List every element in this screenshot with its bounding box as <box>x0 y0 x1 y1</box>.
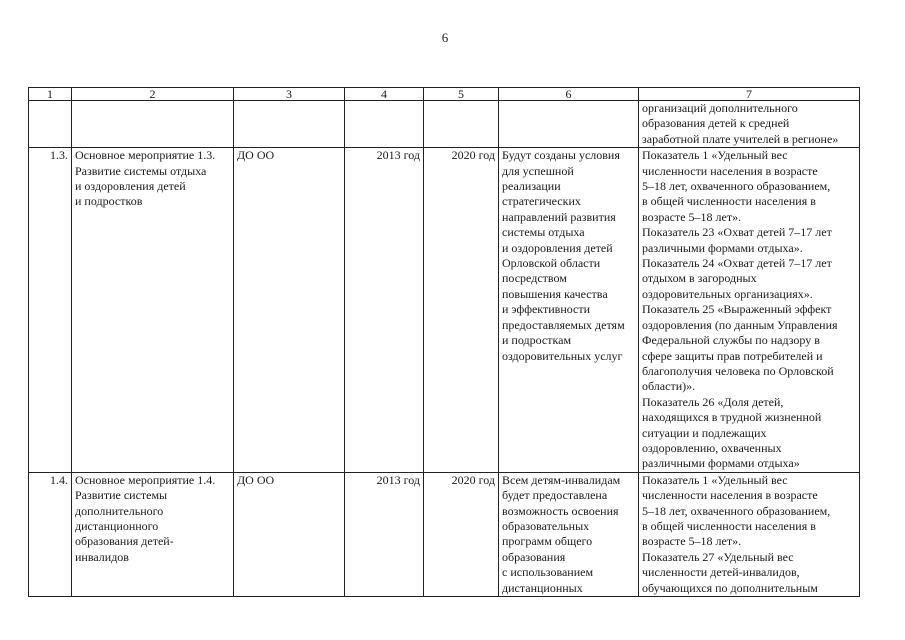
column-header: 4 <box>345 88 424 101</box>
text-line: численности населения в возрасте <box>642 488 818 503</box>
empty-cell <box>29 101 72 148</box>
text-line: оздоровительных организациях». <box>642 286 813 301</box>
table-row-1-4 <box>29 472 860 596</box>
text-line: и оздоровления детей <box>502 240 613 255</box>
text-line: и эффективности <box>502 302 591 317</box>
text-line: реализации <box>502 179 561 194</box>
text-line: стратегических <box>502 194 581 209</box>
text-line: Развитие системы отдыха <box>75 163 207 178</box>
empty-cell <box>499 101 639 148</box>
text-line: будет предоставлена <box>502 488 608 503</box>
text-line: дополнительного <box>75 503 164 518</box>
executor: ДО ОО <box>234 472 345 596</box>
text-line: дистанционного <box>75 518 159 533</box>
text-line: оздоровительных услуг <box>502 348 623 363</box>
text-line: заработной плате учителей в регионе» <box>642 131 839 146</box>
text-line: находящихся в трудной жизненной <box>642 410 822 425</box>
page-number: 6 <box>441 30 449 45</box>
text-line: и подросткам <box>502 333 572 348</box>
text-line: сфере защиты прав потребителей и <box>642 348 823 363</box>
text-line: посредством <box>502 271 567 286</box>
text-line: оздоровления (по данным Управления <box>642 317 838 332</box>
text-line: Федеральной службы по надзору в <box>642 333 820 348</box>
text-line: Всем детям-инвалидам <box>502 472 621 487</box>
text-line: области)». <box>642 379 696 394</box>
text-line: обучающихся по дополнительным <box>642 580 818 595</box>
text-line: организаций дополнительного <box>642 101 798 115</box>
text-line: Показатель 1 «Удельный вес <box>642 148 788 163</box>
row-number: 1.4. <box>29 472 72 596</box>
text-line: программ общего <box>502 534 593 549</box>
text-line: 5–18 лет, охваченного образованием, <box>642 503 831 518</box>
text-line: численности населения в возрасте <box>642 163 818 178</box>
program-table <box>28 87 860 597</box>
text-line: повышения качества <box>502 286 608 301</box>
text-line: образования <box>502 549 566 564</box>
text-line: благополучия человека по Орловской <box>642 363 834 378</box>
empty-cell <box>234 101 345 148</box>
table-row-1-3 <box>29 148 860 473</box>
header-row <box>29 88 860 101</box>
continuation-row <box>29 101 860 148</box>
column-header: 5 <box>424 88 499 101</box>
end-year: 2020 год <box>424 148 499 473</box>
text-line: и оздоровления детей <box>75 179 186 194</box>
empty-cell <box>72 101 234 148</box>
executor: ДО ОО <box>234 148 345 473</box>
indicators <box>639 148 860 473</box>
continuation-indicators <box>639 101 860 148</box>
event-name <box>72 148 234 473</box>
text-line: Показатель 25 «Выраженный эффект <box>642 302 832 317</box>
text-line: в общей численности населения в <box>642 518 816 533</box>
text-line: Показатель 24 «Охват детей 7–17 лет <box>642 256 832 271</box>
column-header: 3 <box>234 88 345 101</box>
expected-result <box>499 472 639 596</box>
text-line: Орловской области <box>502 256 601 271</box>
text-line: отдыхом в загородных <box>642 271 757 286</box>
expected-result <box>499 148 639 473</box>
end-year: 2020 год <box>424 472 499 596</box>
text-line: 5–18 лет, охваченного образованием, <box>642 179 831 194</box>
text-line: возрасте 5–18 лет». <box>642 534 742 549</box>
text-line: различными формами отдыха». <box>642 240 803 255</box>
text-line: Показатель 26 «Доля детей, <box>642 394 784 409</box>
text-line: инвалидов <box>75 549 129 564</box>
text-line: Будут созданы условия <box>502 148 620 163</box>
start-year: 2013 год <box>345 148 424 473</box>
text-line: дистанционных <box>502 580 583 595</box>
text-line: образовательных <box>502 518 590 533</box>
row-number: 1.3. <box>29 148 72 473</box>
text-line: Основное мероприятие 1.4. <box>75 472 216 487</box>
text-line: образования детей к средней <box>642 116 790 131</box>
column-header: 2 <box>72 88 234 101</box>
text-line: возможность освоения <box>502 503 619 518</box>
text-line: Развитие системы <box>75 488 168 503</box>
indicators <box>639 472 860 596</box>
column-header: 7 <box>639 88 860 101</box>
text-line: и подростков <box>75 194 143 209</box>
text-line: образования детей- <box>75 534 174 549</box>
text-line: Показатель 27 «Удельный вес <box>642 549 794 564</box>
start-year: 2013 год <box>345 472 424 596</box>
text-line: возрасте 5–18 лет». <box>642 209 742 224</box>
text-line: Показатель 1 «Удельный вес <box>642 472 788 487</box>
text-line: ситуации и подлежащих <box>642 425 767 440</box>
text-line: различными формами отдыха» <box>642 456 800 471</box>
text-line: Основное мероприятие 1.3. <box>75 148 216 163</box>
column-header: 6 <box>499 88 639 101</box>
text-line: численности детей-инвалидов, <box>642 565 800 580</box>
empty-cell <box>424 101 499 148</box>
text-line: для успешной <box>502 163 574 178</box>
text-line: оздоровлению, охваченных <box>642 440 782 455</box>
text-line: предоставляемых детям <box>502 317 625 332</box>
text-line: с использованием <box>502 565 594 580</box>
event-name <box>72 472 234 596</box>
text-line: направлений развития <box>502 209 616 224</box>
column-header: 1 <box>29 88 72 101</box>
text-line: Показатель 23 «Охват детей 7–17 лет <box>642 225 832 240</box>
text-line: в общей численности населения в <box>642 194 816 209</box>
empty-cell <box>345 101 424 148</box>
text-line: системы отдыха <box>502 225 585 240</box>
